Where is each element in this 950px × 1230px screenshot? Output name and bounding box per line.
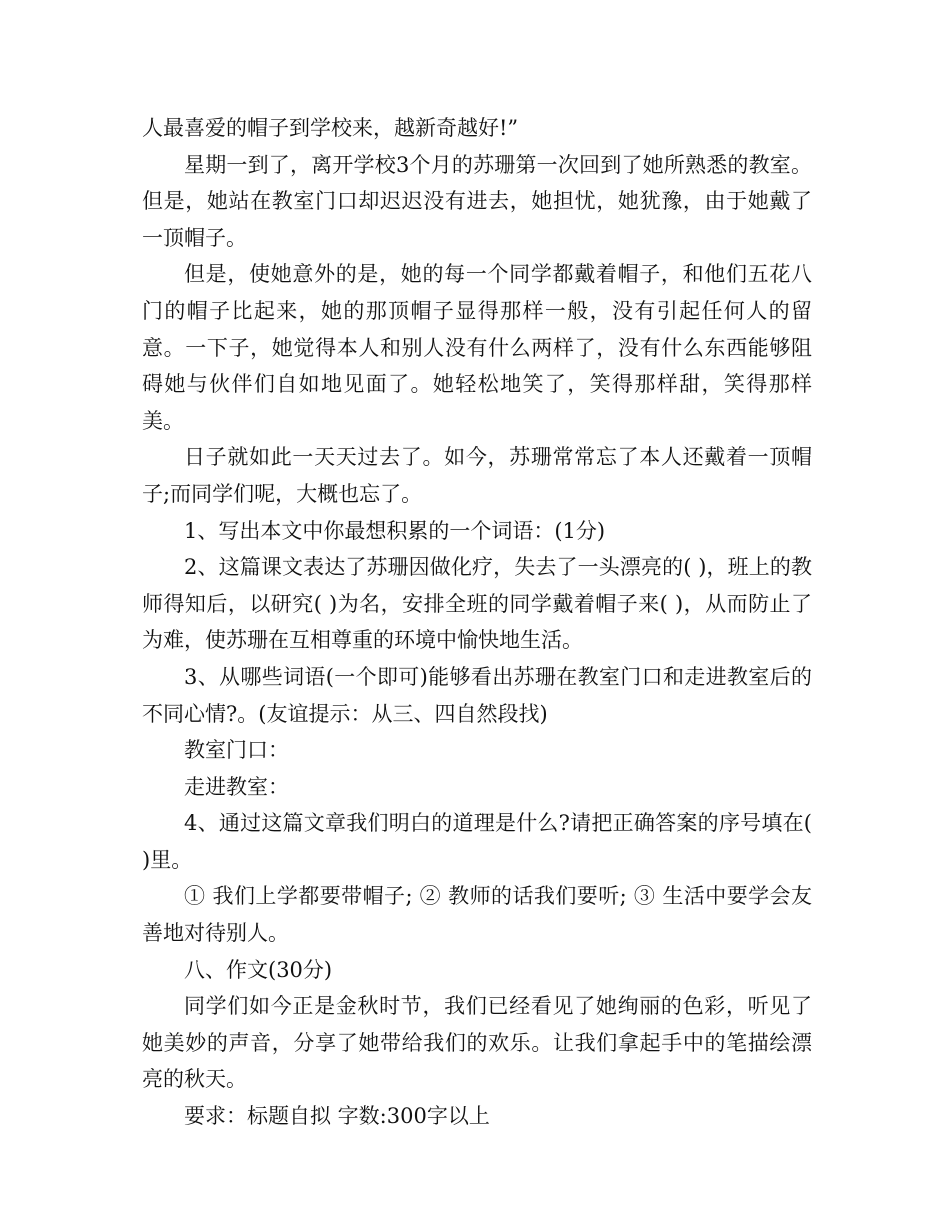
section-heading-composition: 八、作文(30分) xyxy=(184,957,333,982)
question-1: 1、写出本文中你最想积累的一个词语：(1分) xyxy=(184,518,606,543)
composition-prompt: 同学们如今正是金秋时节，我们已经看见了她绚丽的色彩，听见了她美妙的声音，分享了她带给我们的欢乐。让我们拿起手中的笔描绘漂亮的秋天。 xyxy=(142,994,812,1092)
question-4: 4、通过这篇文章我们明白的道理是什么?请把正确答案的序号填在( )里。 xyxy=(142,811,812,872)
paragraph-classmates-hats: 但是，使她意外的是，她的每一个同学都戴着帽子，和他们五花八门的帽子比起来，她的那顶帽子显得那样一般，没有引起任何人的留意。一下子，她觉得本人和别人没有什么两样了，没有什么东西能够阻碍她与伙伴们自如地见面了。她轻松地笑了，笑得那样甜，笑得那样美。 xyxy=(142,262,812,433)
paragraph-monday-return: 星期一到了，离开学校3个月的苏珊第一次回到了她所熟悉的教室。但是，她站在教室门口却迟迟没有进去，她担忧，她犹豫，由于她戴了一顶帽子。 xyxy=(142,152,812,250)
answer-line-doorway: 教室门口： xyxy=(184,738,289,763)
question-4-options: ① 我们上学都要带帽子; ② 教师的话我们要听; ③ 生活中要学会友善地对待别人。 xyxy=(142,884,812,946)
paragraph-days-pass: 日子就如此一天天过去了。如今，苏珊常常忘了本人还戴着一顶帽子;而同学们呢，大概也忘了。 xyxy=(142,445,812,506)
question-2: 2、这篇课文表达了苏珊因做化疗，失去了一头漂亮的( )，班上的教师得知后，以研究( )为名，安排全班的同学戴着帽子来( )，从而防止了为难，使苏珊在互相尊重的环境中愉快地生活。 xyxy=(142,555,812,653)
composition-requirements: 要求：标题自拟 字数:300字以上 xyxy=(184,1104,490,1129)
document-body xyxy=(142,110,812,1135)
answer-line-entering: 走进教室： xyxy=(184,774,289,799)
paragraph-continuation: 人最喜爱的帽子到学校来，越新奇越好!” xyxy=(142,116,519,140)
question-3: 3、从哪些词语(一个即可)能够看出苏珊在教室门口和走进教室后的不同心情?。(友谊提示：从三、四自然段找) xyxy=(142,664,812,726)
